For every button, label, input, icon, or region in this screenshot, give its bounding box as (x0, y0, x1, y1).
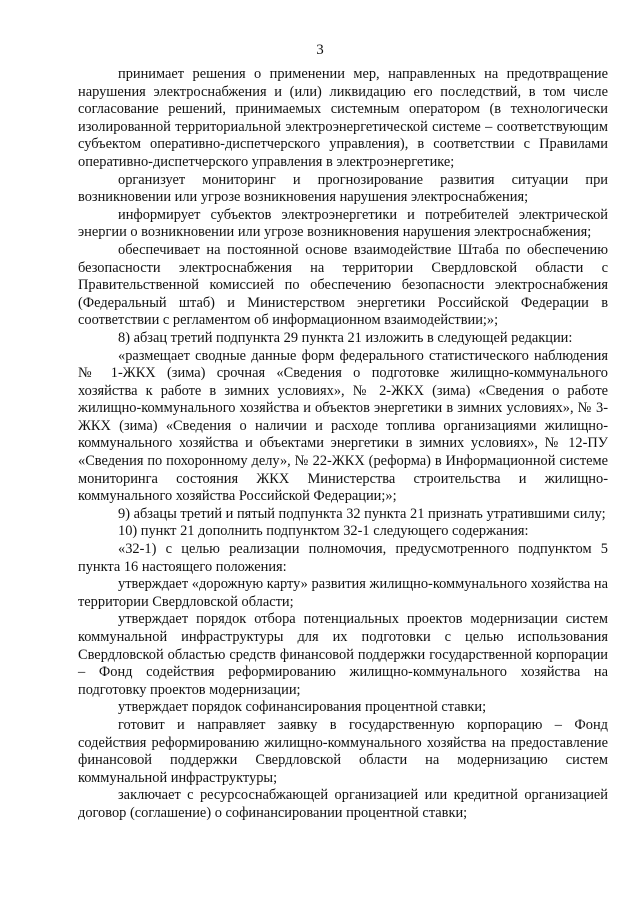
document-body (78, 66, 608, 823)
paragraph-1: принимает решения о применении мер, направленных на предотвращение нарушения электроснабжения и (или) ликвидацию его последствий, в том числе согласование решений, принимаемых системным оператором (в технологически изолированной территориальной электроэнергетической системе – соответствующим субъектом оперативно-диспетчерского управления), в соответствии с Правилами оперативно-диспетчерского управления в электроэнергетике; (78, 66, 608, 170)
page-number: 3 (316, 42, 324, 58)
paragraph-6: «размещает сводные данные форм федерального статистического наблюдения № 1-ЖКХ (зима) срочная «Сведения о подготовке жилищно-коммунального хозяйства к работе в зимних условиях», № 2-ЖКХ (зима) «Сведения о работе жилищно-коммунального хозяйства и объектов энергетики в зимних условиях», № 3-ЖКХ (зима) «Сведения о наличии и расходе топлива организациями жилищно-коммунального хозяйства и объектами энергетики в зимних условиях», № 12-ПУ «Сведения по похоронному делу», № 22-ЖКХ (реформа) в Информационной системе мониторинга состояния ЖКХ Министерства строительства и жилищно-коммунального хозяйства Российской Федерации;»; (78, 347, 608, 505)
paragraph-4: обеспечивает на постоянной основе взаимодействие Штаба по обеспечению безопасности электроснабжения на территории Свердловской области с Правительственной комиссией по обеспечению безопасности электроснабжения (Федеральный штаб) и Министерством энергетики Российской Федерации в соответствии с регламентом об информационном взаимодействии;»; (78, 241, 608, 329)
paragraph-10: утверждает «дорожную карту» развития жилищно-коммунального хозяйства на территории Свердловской области; (78, 576, 608, 610)
paragraph-13: готовит и направляет заявку в государственную корпорацию – Фонд содействия реформированию жилищно-коммунального хозяйства на предоставление финансовой поддержки Свердловской области на модернизацию систем коммунальной инфраструктуры; (78, 716, 608, 786)
paragraph-9: «32-1) с целью реализации полномочия, предусмотренного подпунктом 5 пункта 16 настоящего положения: (78, 541, 608, 575)
paragraph-12: утверждает порядок софинансирования процентной ставки; (118, 699, 487, 716)
paragraph-2: организует мониторинг и прогнозирование развития ситуации при возникновении или угрозе возникновения нарушения электроснабжения; (78, 171, 608, 206)
paragraph-7: 9) абзацы третий и пятый подпункта 32 пункта 21 признать утратившими силу; (118, 505, 606, 522)
paragraph-8: 10) пункт 21 дополнить подпунктом 32-1 следующего содержания: (118, 523, 529, 540)
paragraph-14: заключает с ресурсоснабжающей организацией или кредитной организацией договор (соглашение) о софинансировании процентной ставки; (78, 787, 608, 821)
paragraph-11: утверждает порядок отбора потенциальных проектов модернизации систем коммунальной инфраструктуры для их подготовки с целью использования Свердловской областью средств финансовой поддержки государственной корпорации – Фонд содействия реформированию жилищно-коммунального хозяйства на подготовку проектов модернизации; (78, 611, 608, 698)
paragraph-3: информирует субъектов электроэнергетики и потребителей электрической энергии о возникновении или угрозе возникновения нарушения электроснабжения; (78, 206, 608, 241)
paragraph-5: 8) абзац третий подпункта 29 пункта 21 изложить в следующей редакции: (118, 329, 573, 346)
